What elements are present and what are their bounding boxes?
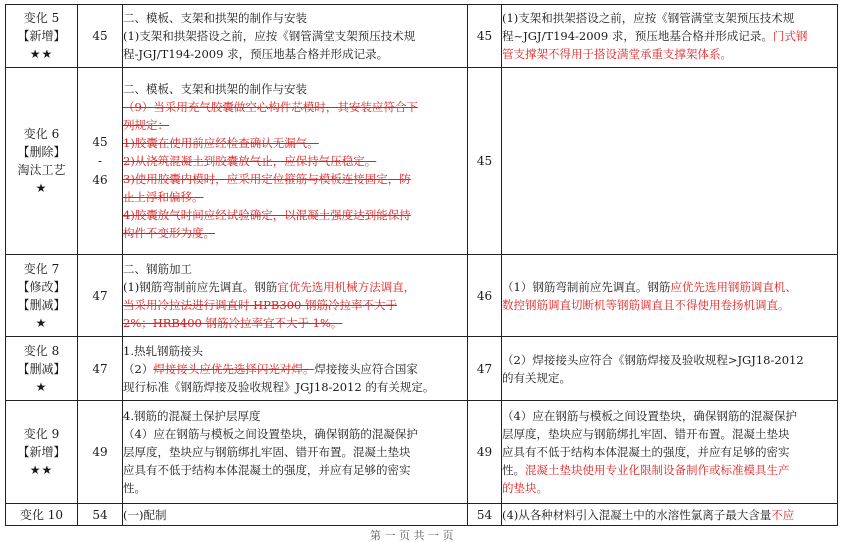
change-number: 变化 9 <box>23 427 60 441</box>
page-left-cell: 47 <box>78 337 123 401</box>
text-line <box>123 170 467 188</box>
text-line <box>123 461 467 479</box>
added-text: 数控钢筋调直切断机等钢筋调直且不得使用卷扬机调直。 <box>502 297 790 312</box>
text-line <box>123 506 467 524</box>
text-segment: (1)钢筋弯制前应先调直。钢筋 <box>123 279 278 294</box>
change-note: 淘汰工艺 <box>17 163 66 177</box>
text-segment: 的有关规定。 <box>502 370 571 385</box>
page-right-cell: 54 <box>468 504 502 526</box>
text-segment: （4）应在钢筋与模板之间设置垫块，确保钢筋的混凝保护 <box>502 409 797 423</box>
change-cell <box>6 68 78 255</box>
text-segment: （4）应在钢筋与模板之间设置垫块，确保钢筋的混凝保护 <box>123 427 418 441</box>
deleted-text: （9）当采用充气胶囊做空心构件芯模时，其安装应符合下 <box>123 100 418 114</box>
change-number: 变化 6 <box>23 127 60 141</box>
footer-text: 第 一 页 共 一 页 <box>370 529 454 542</box>
added-text: 不应 <box>771 507 795 522</box>
added-text: 管支撑架不得用于搭设满堂承重支撑架体系。 <box>502 47 732 61</box>
table-row <box>6 5 838 68</box>
page-range: 45 - 46 <box>92 134 108 187</box>
text-line <box>123 425 467 443</box>
page-left-cell <box>78 68 123 255</box>
text-line <box>123 27 467 45</box>
page-footer <box>0 529 842 542</box>
text-line <box>502 407 837 425</box>
text-segment: 程~JGJ/T194-2009 求，预压地基合格并形成记录。 <box>502 29 773 43</box>
added-text: 宜优先选用机械方法调直， <box>277 279 416 294</box>
text-line <box>502 443 837 461</box>
text-segment: 二、钢筋加工 <box>123 261 192 276</box>
text-segment: 性。 <box>502 463 525 477</box>
text-line <box>502 479 837 497</box>
text-segment: 应具有不低于结构本体混凝土的强度，并应有足够的密实 <box>123 463 411 477</box>
comparison-table <box>5 4 838 526</box>
added-text: 的垫块。 <box>502 481 548 495</box>
page-right-cell: 46 <box>468 255 502 337</box>
right-text-cell <box>502 337 838 401</box>
added-text: 门式钢 <box>772 29 808 43</box>
text-line <box>502 351 837 369</box>
text-line <box>123 278 467 296</box>
text-line <box>123 188 467 206</box>
text-line <box>123 134 467 152</box>
importance-stars: ★ <box>35 315 48 330</box>
text-line <box>123 260 467 278</box>
change-number: 变化 5 <box>23 11 60 25</box>
deleted-text: 1)胶囊在使用前应经检查确认无漏气。 <box>123 136 319 150</box>
text-segment: (1)支架和拱架搭设之前，应按《钢管满堂支架预压技术规 <box>502 11 795 25</box>
text-segment: 性。 <box>123 481 146 495</box>
change-number: 变化 7 <box>23 261 60 276</box>
left-text-cell <box>123 504 468 526</box>
text-segment: 应具有不低于结构本体混凝土的强度，并应有足够的密实 <box>502 445 790 459</box>
text-line <box>502 45 837 63</box>
text-segment: （2）焊接接头应符合《钢筋焊接及验收规程>JGJ18-2012 <box>502 352 804 367</box>
text-line <box>123 314 467 332</box>
importance-stars: ★★ <box>29 463 54 477</box>
text-line <box>502 369 837 387</box>
text-segment: （1）钢筋弯制前应先调直。钢筋 <box>502 279 671 294</box>
text-segment: 二、模板、支架和拱架的制作与安装 <box>123 82 307 96</box>
deleted-text: 2)从浇筑混凝土到胶囊放气止，应保持气压稳定。 <box>123 154 377 168</box>
change-cell <box>6 401 78 504</box>
text-line <box>502 506 837 524</box>
text-segment: 二、模板、支架和拱架的制作与安装 <box>123 11 307 25</box>
left-text-cell <box>123 401 468 504</box>
text-line <box>502 9 837 27</box>
text-segment: (4)从各种材料引入混凝土中的水溶性氯离子最大含量 <box>502 507 772 522</box>
change-type: 【删减】 <box>17 361 66 376</box>
deleted-text: 4)胶囊放气时间应经试验确定，以混凝土强度达到能保持 <box>123 208 411 222</box>
table-row <box>6 504 838 526</box>
page-right-cell: 47 <box>468 337 502 401</box>
table-row <box>6 401 838 504</box>
text-line <box>123 224 467 242</box>
deleted-text: 止上浮和偏移。 <box>123 190 204 204</box>
left-text-cell <box>123 68 468 255</box>
added-text: 应优先选用钢筋调直机、 <box>670 279 797 294</box>
text-segment: (1)支架和拱架搭设之前，应按《钢管满堂支架预压技术规 <box>123 29 416 43</box>
deleted-text: 焊接接头应优先选择闪光对焊。 <box>153 361 315 376</box>
right-text-cell <box>502 255 838 337</box>
change-type: 【删除】 <box>17 145 66 159</box>
right-text-cell <box>502 504 838 526</box>
text-line <box>123 45 467 63</box>
text-line <box>123 296 467 314</box>
text-line <box>123 378 467 396</box>
importance-stars: ★ <box>35 181 48 195</box>
text-line <box>123 152 467 170</box>
text-segment: 层厚度，垫块应与钢筋绑扎牢固、错开布置。混凝土垫块 <box>502 427 790 441</box>
left-text-cell <box>123 5 468 68</box>
change-cell <box>6 255 78 337</box>
deleted-text: 列规定： <box>123 118 169 132</box>
text-line <box>123 407 467 425</box>
change-type: 【修改】 <box>17 279 66 294</box>
left-text-cell <box>123 255 468 337</box>
text-line <box>123 479 467 497</box>
deleted-text: 当采用冷拉法进行调直时 HPB300 钢筋冷拉率不大于 <box>123 297 397 312</box>
text-line <box>123 206 467 224</box>
text-line <box>502 278 837 296</box>
change-cell <box>6 5 78 68</box>
text-line <box>123 98 467 116</box>
right-text-cell <box>502 68 838 255</box>
text-line <box>123 443 467 461</box>
change-type: 【新增】 <box>17 445 66 459</box>
text-segment: 焊接接头应符合国家 <box>314 361 418 376</box>
change-type: 【新增】 <box>17 29 66 43</box>
added-text: 混凝土垫块使用专业化限制设备制作或标准模具生产 <box>525 463 790 477</box>
page-left-cell: 47 <box>78 255 123 337</box>
text-segment: 1.热轧钢筋接头 <box>123 343 203 358</box>
deleted-text: 3)使用胶囊内模时，应采用定位箍筋与模板连接固定，防 <box>123 172 411 186</box>
text-segment: (一)配制 <box>123 507 167 522</box>
text-line <box>123 116 467 134</box>
text-segment: 4.钢筋的混凝土保护层厚度 <box>123 409 261 423</box>
text-line <box>123 342 467 360</box>
right-text-cell <box>502 5 838 68</box>
page-right-cell: 45 <box>468 5 502 68</box>
table-row <box>6 337 838 401</box>
text-segment: 现行标准《钢筋焊接及验收规程》JGJ18-2012 的有关规定。 <box>123 379 435 394</box>
change-cell <box>6 504 78 526</box>
text-line <box>123 360 467 378</box>
text-line <box>502 425 837 443</box>
table-row <box>6 68 838 255</box>
deleted-text: 构件不变形为度。 <box>123 226 215 240</box>
change-type-2: 【删减】 <box>17 297 66 312</box>
text-segment: （2） <box>123 361 154 376</box>
text-line <box>123 9 467 27</box>
right-text-cell <box>502 401 838 504</box>
table-row <box>6 255 838 337</box>
page-left-cell: 54 <box>78 504 123 526</box>
page-left-cell: 45 <box>78 5 123 68</box>
page-left-cell: 49 <box>78 401 123 504</box>
text-line <box>123 80 467 98</box>
change-number: 变化 10 <box>19 507 64 522</box>
text-segment: 层厚度，垫块应与钢筋绑扎牢固、错开布置。混凝土垫块 <box>123 445 411 459</box>
change-cell <box>6 337 78 401</box>
change-number: 变化 8 <box>23 343 60 358</box>
deleted-text: 2%；HRB400 钢筋冷拉率宜不大于 1%。 <box>123 315 343 330</box>
text-line <box>502 296 837 314</box>
table-body <box>6 5 838 526</box>
left-text-cell <box>123 337 468 401</box>
text-line <box>502 461 837 479</box>
importance-stars: ★★ <box>29 47 54 61</box>
page-right-cell: 45 <box>468 68 502 255</box>
page-right-cell: 49 <box>468 401 502 504</box>
text-line <box>502 27 837 45</box>
importance-stars: ★ <box>35 379 48 394</box>
text-segment: 程-JGJ/T194-2009 求，预压地基合格并形成记录。 <box>123 47 389 61</box>
